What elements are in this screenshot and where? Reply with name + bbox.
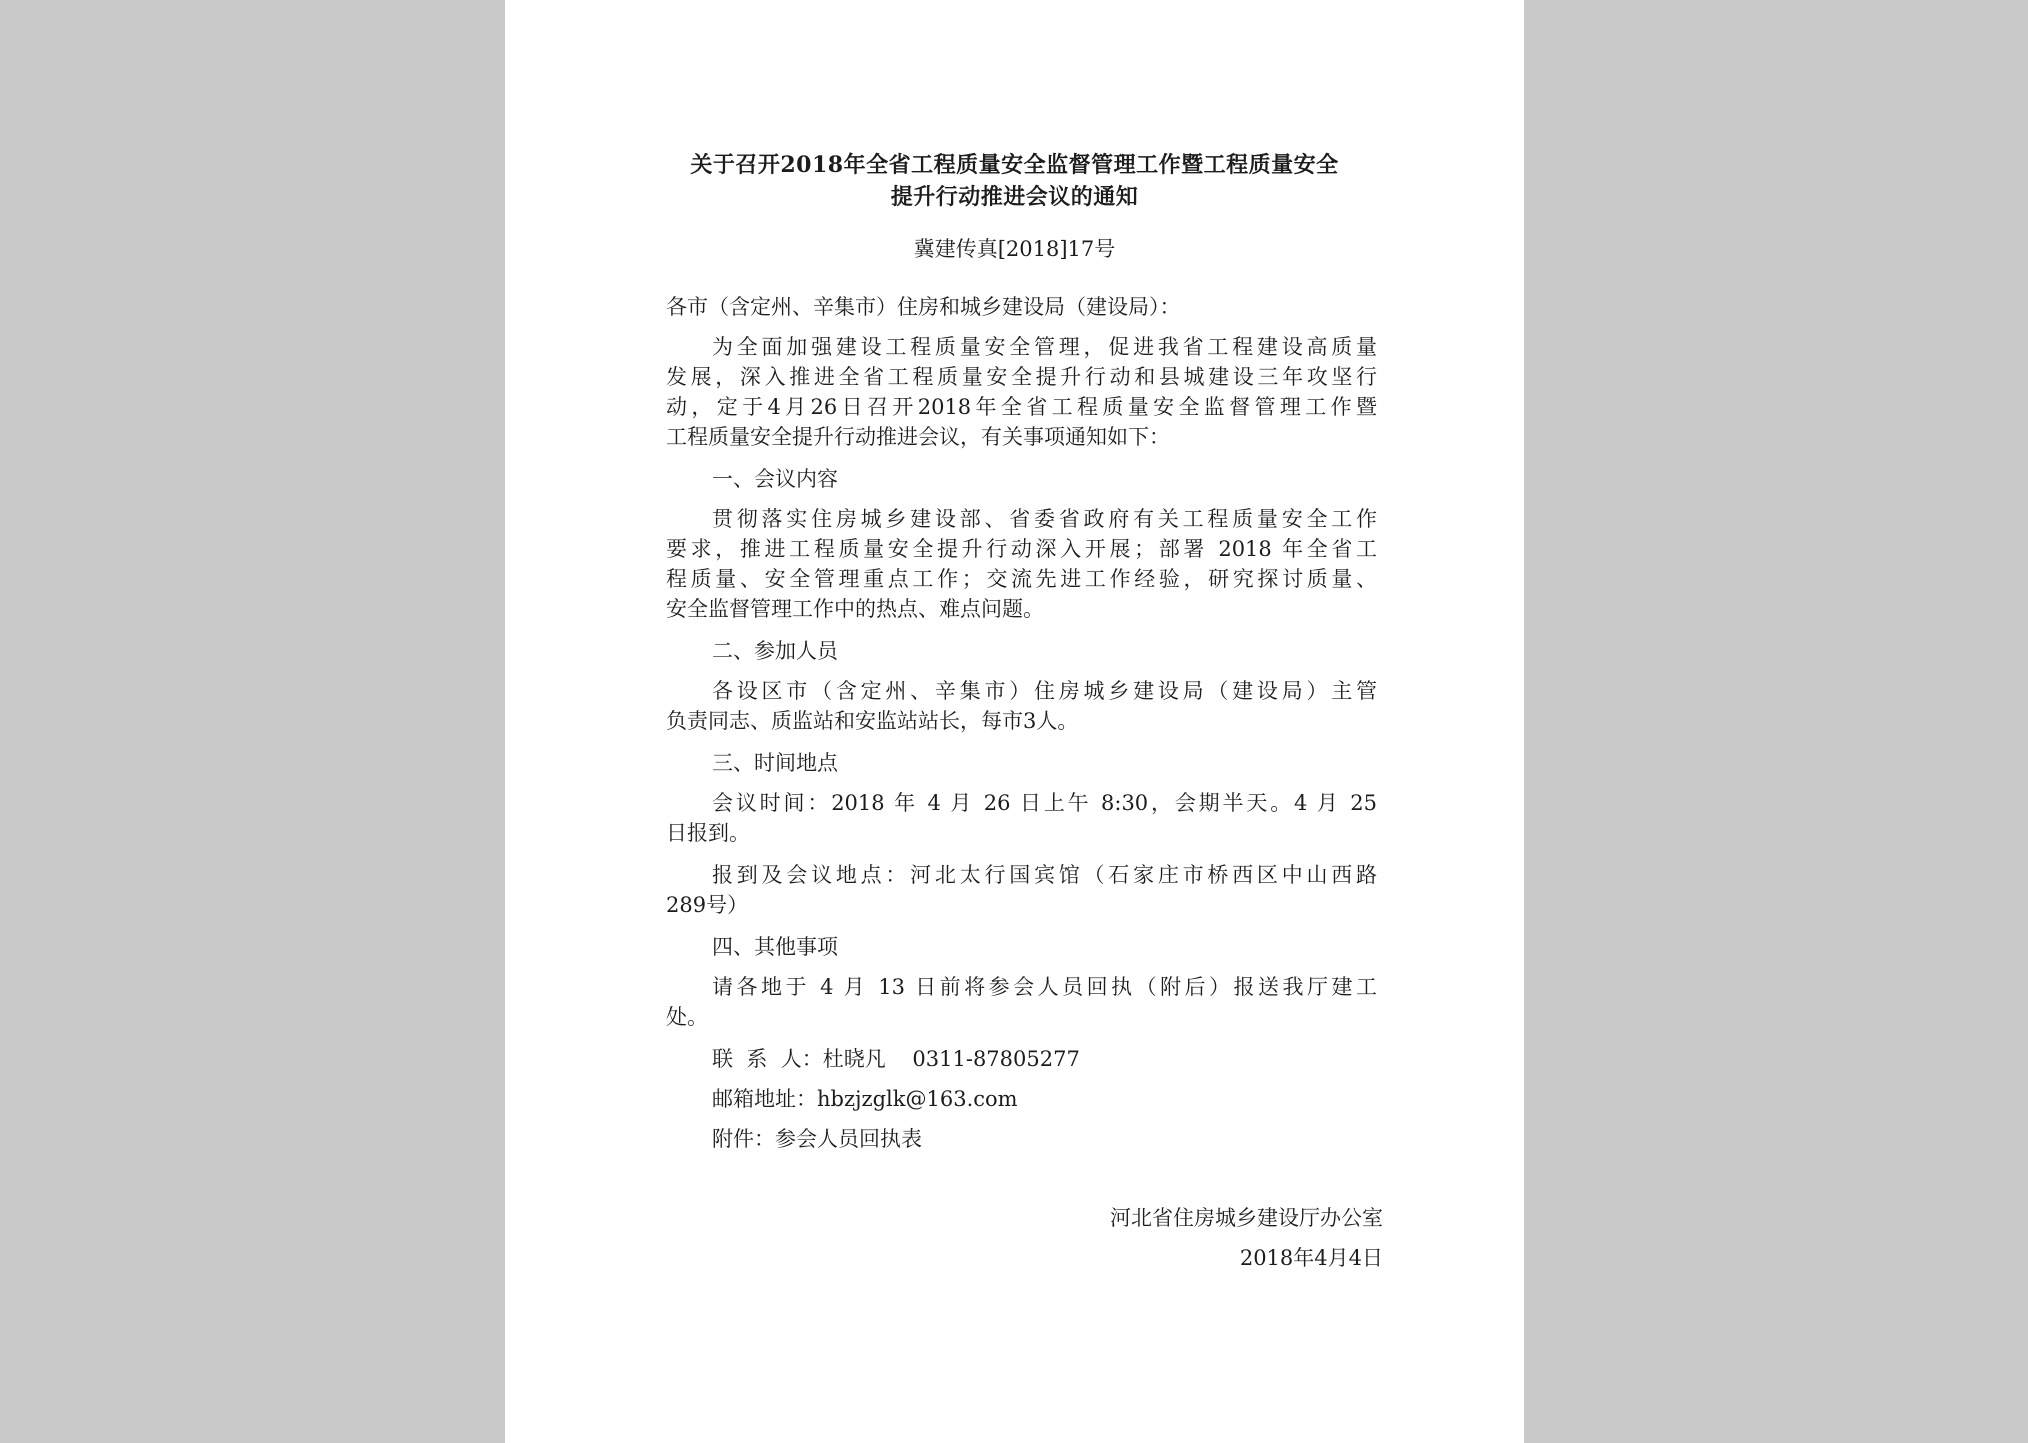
section4-line: 请各地于 4 月 13 日前将参会人员回执（附后）报送我厅建工: [712, 975, 1377, 999]
section-heading: 四、其他事项: [712, 935, 838, 959]
section1-line: 要求，推进工程质量安全提升行动深入开展；部署 2018 年全省工: [666, 537, 1377, 561]
contact-person: 联 系 人：杜晓凡 0311-87805277: [712, 1047, 1080, 1071]
section2-line: 负责同志、质监站和安监站站长，每市3人。: [666, 709, 1079, 733]
section-heading: 一、会议内容: [712, 467, 838, 491]
section1-line: 贯彻落实住房城乡建设部、省委省政府有关工程质量安全工作: [712, 507, 1377, 531]
meeting-place-line: 报到及会议地点：河北太行国宾馆（石家庄市桥西区中山西路: [712, 863, 1377, 887]
issue-date: 2018年4月4日: [1239, 1246, 1383, 1270]
addressee: 各市（含定州、辛集市）住房和城乡建设局（建设局）：: [666, 295, 1181, 319]
meeting-place-line: 289号）: [666, 893, 749, 917]
intro-line: 为全面加强建设工程质量安全管理，促进我省工程建设高质量: [712, 335, 1377, 359]
document-number: 冀建传真[2018]17号: [913, 237, 1116, 261]
document-title-line2: 提升行动推进会议的通知: [890, 184, 1139, 210]
document-page: [505, 0, 1524, 1443]
intro-line: 发展，深入推进全省工程质量安全提升行动和县城建设三年攻坚行: [666, 365, 1377, 389]
section2-line: 各设区市（含定州、辛集市）住房城乡建设局（建设局）主管: [712, 679, 1377, 703]
intro-line: 工程质量安全提升行动推进会议，有关事项通知如下：: [666, 425, 1170, 449]
section1-line: 程质量、安全管理重点工作；交流先进工作经验，研究探讨质量、: [666, 567, 1377, 591]
section4-line: 处。: [666, 1005, 708, 1029]
section-heading: 三、时间地点: [712, 751, 838, 775]
attachment-note: 附件：参会人员回执表: [712, 1127, 922, 1151]
issuing-office: 河北省住房城乡建设厅办公室: [1110, 1206, 1383, 1230]
email-address: 邮箱地址：hbzjzglk@163.com: [712, 1087, 1018, 1111]
section1-line: 安全监督管理工作中的热点、难点问题。: [666, 597, 1044, 621]
intro-line: 动，定于4月26日召开2018年全省工程质量安全监督管理工作暨: [666, 395, 1377, 419]
section-heading: 二、参加人员: [712, 639, 838, 663]
document-title-line1: 关于召开2018年全省工程质量安全监督管理工作暨工程质量安全: [690, 152, 1339, 178]
meeting-time-line: 会议时间：2018 年 4 月 26 日上午 8:30，会期半天。4 月 25: [712, 791, 1377, 815]
meeting-time-line: 日报到。: [666, 821, 750, 845]
